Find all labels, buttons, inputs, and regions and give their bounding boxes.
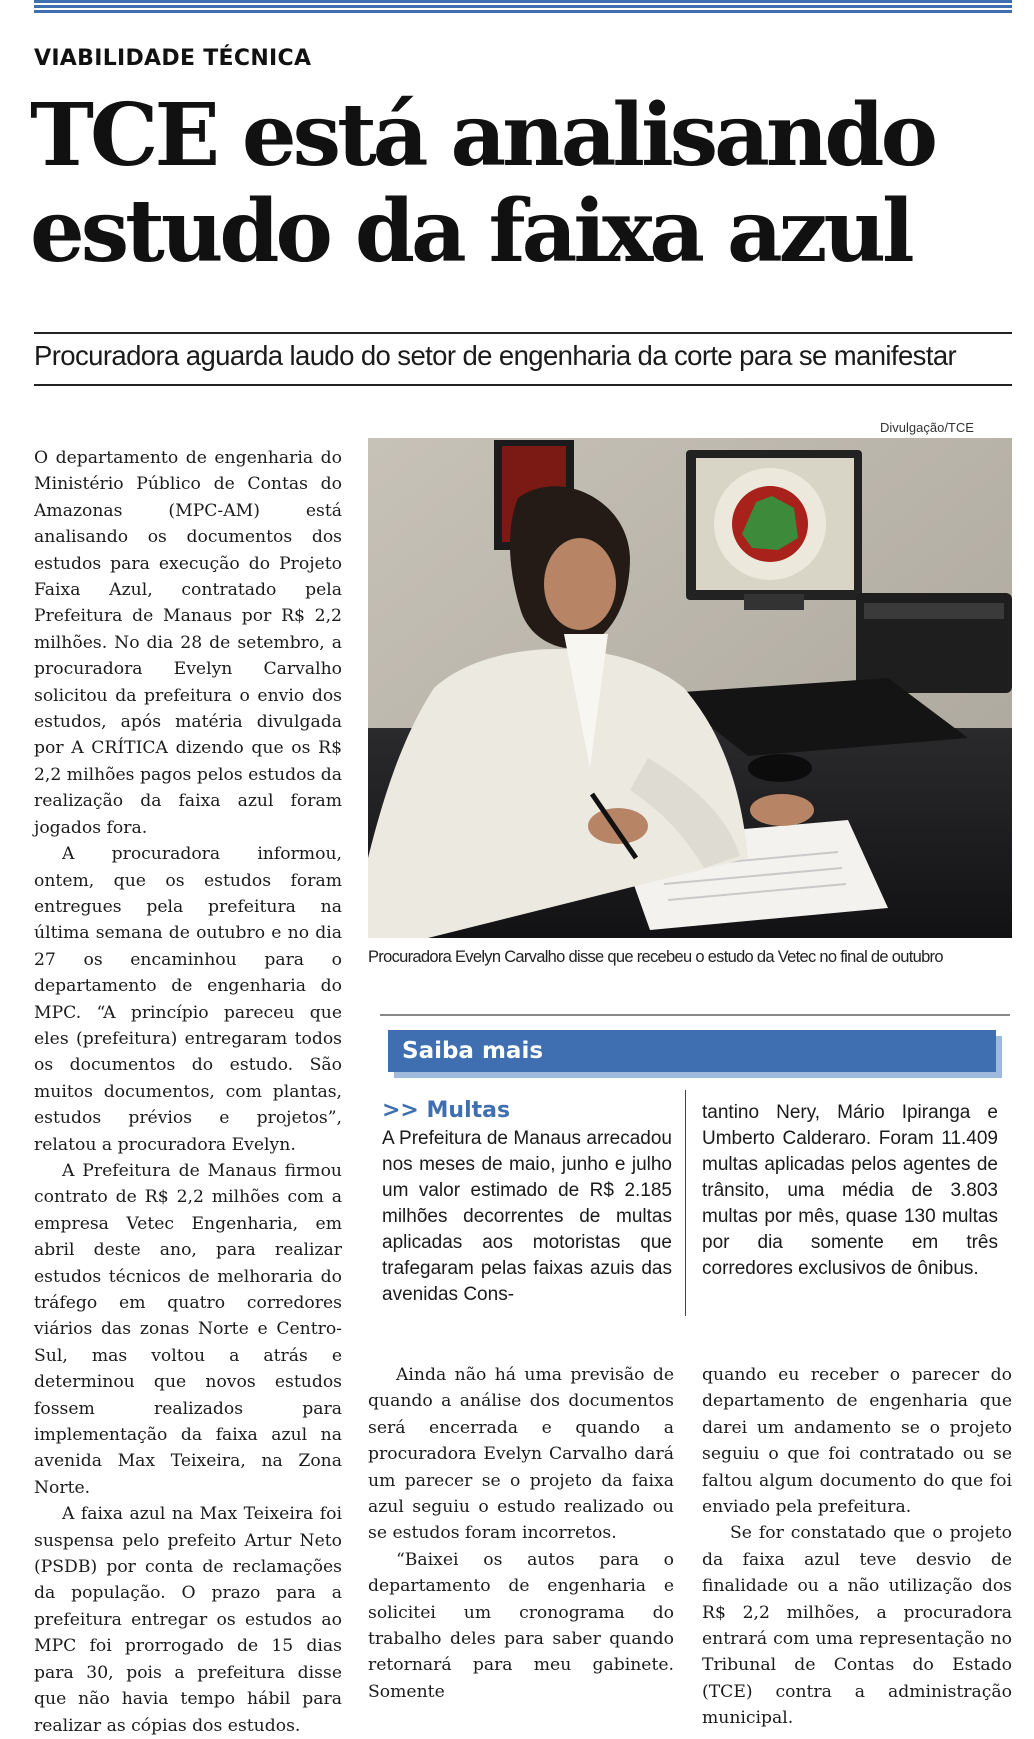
box-title: Saiba mais	[388, 1030, 996, 1072]
subhead-rule-bottom	[34, 384, 1012, 386]
paragraph: Ainda não há uma previsão de quando a análise dos documentos será encerrada e quando a procuradora Evelyn Carvalho dará um parecer se o projeto da faixa azul seguiu o estudo realizado ou se estudos foram incorretos.	[368, 1365, 674, 1544]
headline-line-1: TCE está analisando	[30, 85, 934, 186]
paragraph: Se for constatado que o projeto da faixa azul teve desvio de finalidade ou a não utilização dos R$ 2,2 milhões, a procuradora entrará com uma representação no Tribunal de Contas do Estado (TCE) contra a administração municipal.	[702, 1523, 1012, 1729]
top-color-bar	[34, 0, 1012, 14]
article-kicker: VIABILIDADE TÉCNICA	[34, 46, 312, 71]
box-column-divider	[685, 1090, 686, 1316]
subhead-rule-top	[34, 332, 1012, 334]
paragraph: A faixa azul na Max Teixeira foi suspensa pelo prefeito Artur Neto (PSDB) por conta de reclamações da população. O prazo para a prefeitura entregar os estudos ao MPC foi prorrogado de 15 dias para 30, pois a prefeitura disse que não havia tempo hábil para realizar as cópias dos estudos.	[34, 1504, 342, 1736]
box-subtitle: >> Multas	[382, 1098, 511, 1123]
headline-line-2: estudo da faixa azul	[30, 181, 911, 282]
paragraph: O departamento de engenharia do Ministério Público de Contas do Amazonas (MPC-AM) está analisando os documentos dos estudos para execução do Projeto Faixa Azul, contratado pela Prefeitura de Manaus por R$ 2,2 milhões. No dia 28 de setembro, a procuradora Evelyn Carvalho solicitou da prefeitura o envio dos estudos, após matéria divulgada por A CRÍTICA dizendo que os R$ 2,2 milhões pagos pelos estudos da realização da faixa azul foram jogados fora.	[34, 448, 342, 838]
saiba-mais-box	[380, 1014, 1012, 1318]
photo-caption: Procuradora Evelyn Carvalho disse que recebeu o estudo da Vetec no final de outubro	[368, 948, 943, 966]
article-column-3	[702, 1362, 1012, 1732]
article-subhead: Procuradora aguarda laudo do setor de engenharia da corte para se manifestar	[34, 340, 957, 371]
box-column-1: A Prefeitura de Manaus arrecadou nos meses de maio, junho e julho um valor estimado de R$ 2.185 milhões decorrentes de multas aplicadas aos motoristas que trafegaram pelas faixas azuis das avenidas Cons-	[382, 1128, 672, 1305]
article-photo	[368, 438, 1012, 938]
box-column-2: tantino Nery, Mário Ipiranga e Umberto Calderaro. Foram 11.409 multas aplicadas pelos agentes de trânsito, uma média de 3.803 multas por mês, quase 130 multas por dia somente em três corredores exclusivos de ônibus.	[702, 1102, 998, 1279]
paragraph: A Prefeitura de Manaus firmou contrato de R$ 2,2 milhões com a empresa Vetec Engenharia, em abril deste ano, para realizar estudos técnicos de melhoraria do tráfego em quatro corredores viários das zonas Norte e Centro-Sul, mas voltou a atrás e determinou que novos estudos fossem realizados para implementação da faixa azul na avenida Max Teixeira, na Zona Norte.	[34, 1160, 342, 1498]
article-column-1	[34, 445, 342, 1739]
photo-credit: Divulgação/TCE	[880, 420, 974, 435]
article-column-2	[368, 1362, 674, 1705]
article-headline	[30, 85, 1020, 282]
paragraph: quando eu receber o parecer do departamento de engenharia que darei um andamento se o projeto seguiu o que foi contratado ou se faltou algum documento do que foi enviado pela prefeitura.	[702, 1365, 1012, 1518]
paragraph: A procuradora informou, ontem, que os estudos foram entregues pela prefeitura na última semana de outubro e no dia 27 os encaminhou para o departamento de engenharia do MPC. “A princípio pareceu que eles (prefeitura) entregaram todos os documentos do estudo. São muitos documentos, com plantas, estudos prévios e projetos”, relatou a procuradora Evelyn.	[34, 844, 342, 1155]
photo-illustration	[368, 438, 1012, 938]
paragraph: “Baixei os autos para o departamento de engenharia e solicitei um cronograma do trabalho deles para saber quando retornará para meu gabinete. Somente	[368, 1549, 674, 1702]
